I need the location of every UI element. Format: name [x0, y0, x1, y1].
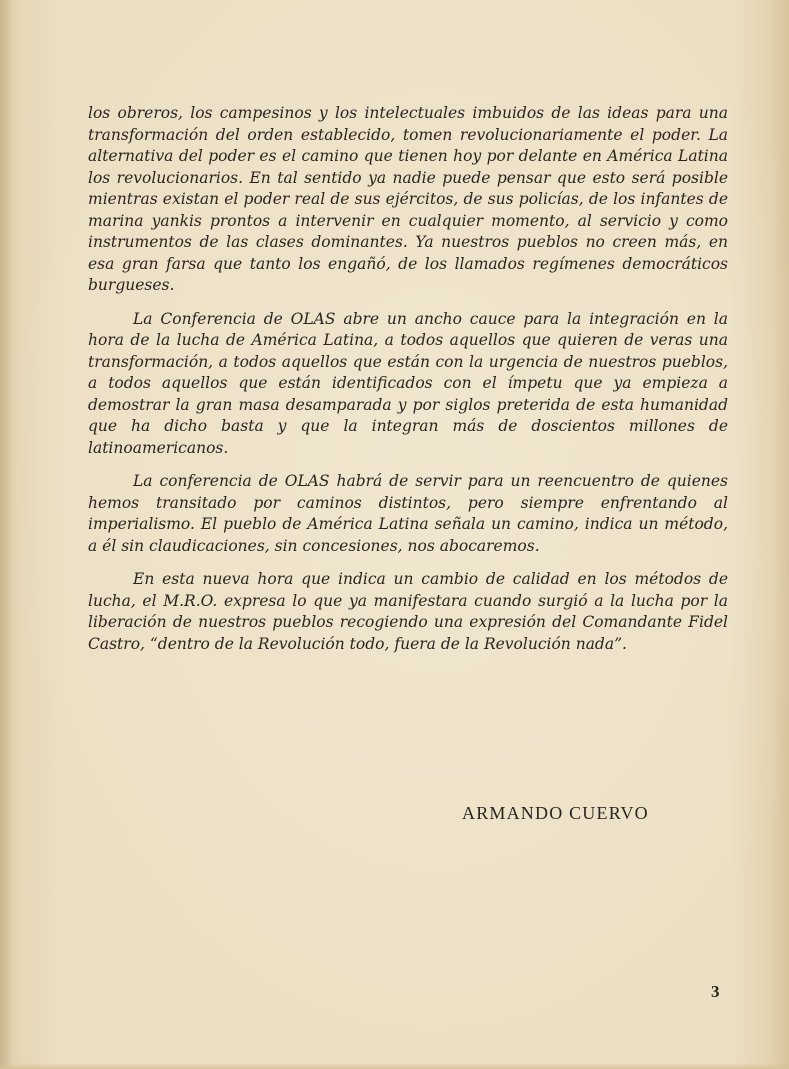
author-signature: ARMANDO CUERVO [462, 803, 649, 823]
page-number: 3 [711, 982, 720, 1001]
paragraph-4: En esta nueva hora que indica un cambio de calidad en los métodos de lucha, el M.R.O. expresa lo que ya manifestara cuando surgió a la lucha por la liberación de nuestros pueblos recogiendo una expresión del Comandante Fidel Castro, “dentro de la Revolución todo, fuera de la Revolución nada”. [88, 570, 728, 653]
body-text [88, 103, 728, 667]
paragraph-1: los obreros, los campesinos y los intelectuales imbuidos de las ideas para una transformación del orden establecido, tomen revolucionariamente el poder. La alternativa del poder es el camino que tienen hoy por delante en América Latina los revolucionarios. En tal sentido ya nadie puede pensar que esto será posible mientras existan el poder real de sus ejércitos, de sus policías, de los infantes de marina yankis prontos a intervenir en cualquier momento, al servicio y como instrumentos de las clases dominantes. Ya nuestros pueblos no creen más, en esa gran farsa que tanto los engañó, de los llamados regímenes democráticos burgueses. [88, 104, 728, 294]
paragraph-2: La Conferencia de OLAS abre un ancho cauce para la integración en la hora de la lucha de América Latina, a todos aquellos que quieren de veras una transformación, a todos aquellos que están con la urgencia de nuestros pueblos, a todos aquellos que están identificados con el ímpetu que ya empieza a demostrar la gran masa desamparada y por siglos preterida de esta humanidad que ha dicho basta y que la integran más de doscientos millones de latinoamericanos. [88, 309, 728, 457]
paragraph-3: La conferencia de OLAS habrá de servir para un reencuentro de quienes hemos transitado por caminos distintos, pero siempre enfrentando al imperialismo. El pueblo de América Latina señala un camino, indica un método, a él sin claudicaciones, sin concesiones, nos abocaremos. [88, 472, 728, 555]
